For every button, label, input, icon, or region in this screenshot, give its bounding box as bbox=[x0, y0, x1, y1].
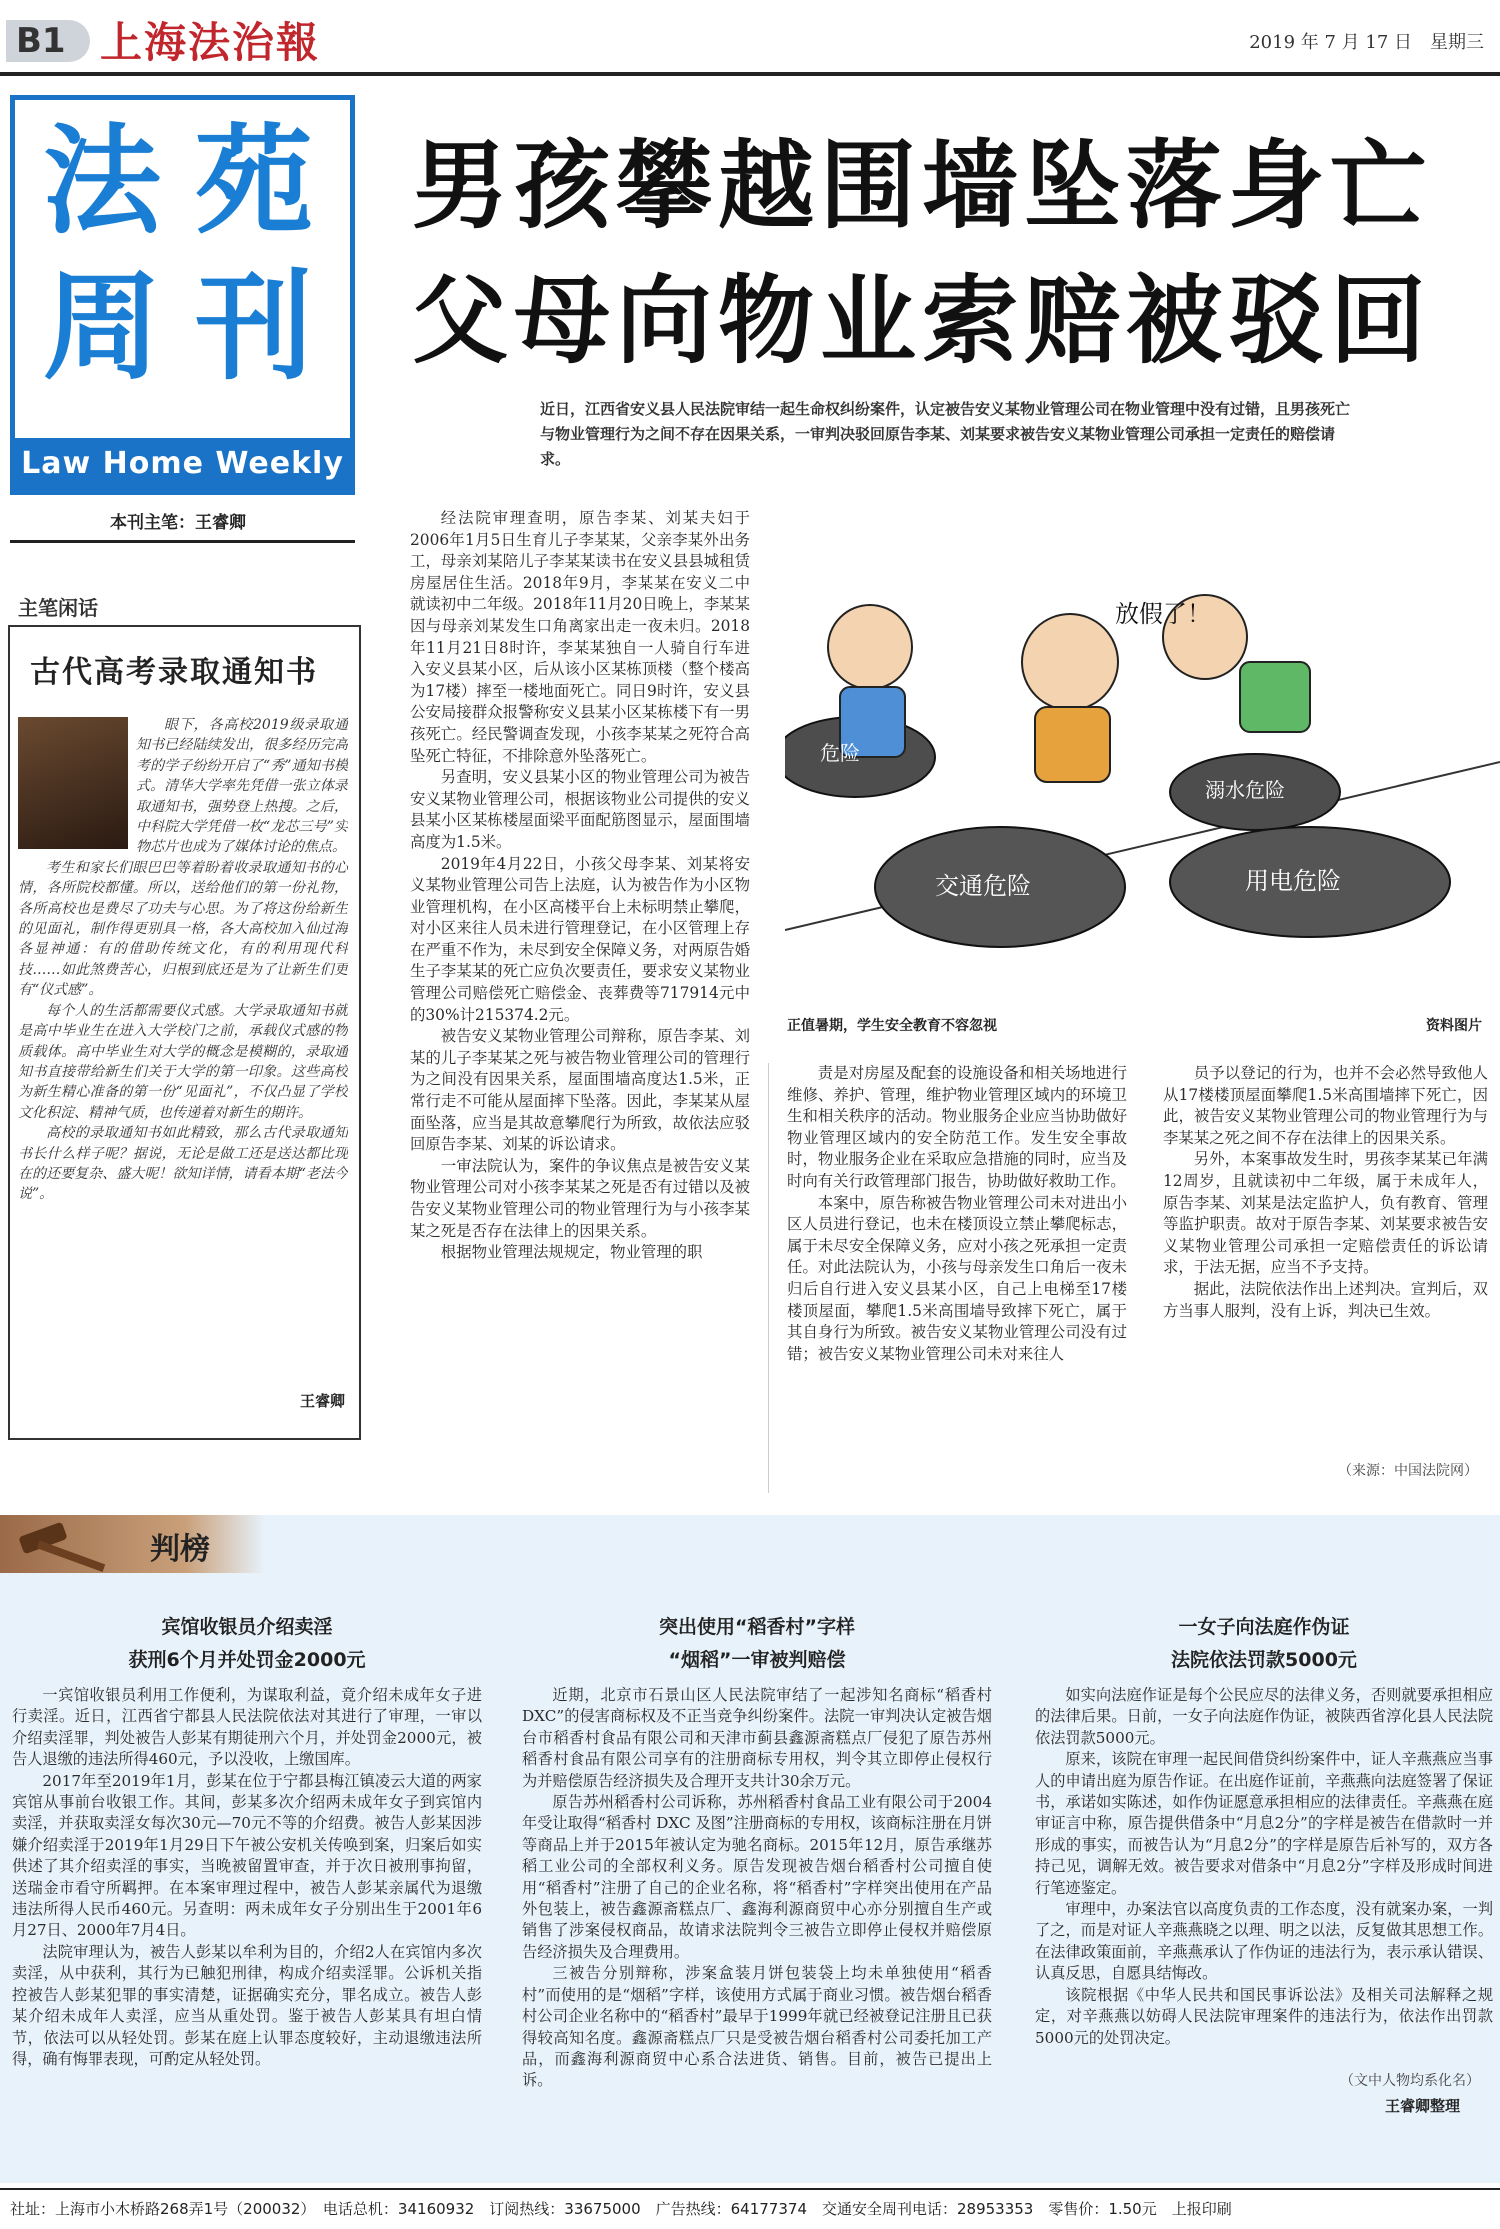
image-credit: 资料图片 bbox=[1426, 1018, 1482, 1034]
story-body bbox=[1035, 1685, 1493, 2065]
masthead-char: 法 bbox=[43, 112, 162, 250]
editor-note-title: 古代高考录取通知书 bbox=[30, 655, 318, 690]
page-number-badge: B1 bbox=[6, 20, 90, 62]
story-note: （文中人物均系化名） bbox=[1340, 2073, 1480, 2089]
headline-line-1: 男孩攀越围墙坠落身亡 bbox=[412, 130, 1432, 242]
article-paragraph: 一审法院认为，案件的争议焦点是被告安义某物业管理公司对小孩李某某之死是否有过错以及被告安义某物业管理公司的物业管理行为与小孩李某某之死是否存在法律上的因果关系。 bbox=[410, 1156, 750, 1240]
story-subtitle: “烟稻”一审被判赔偿 bbox=[668, 1649, 846, 1671]
article-paragraph: 本案中，原告称被告物业管理公司未对进出小区人员进行登记，也未在楼顶设立禁止攀爬标志，属于未尽安全保障义务，应对小孩之死承担一定责任。对此法院认为，小孩与母亲发生口角后一夜未归后自行进入安义县某小区，自己上电梯至17楼楼顶屋面，攀爬1.5米高围墙导致摔下死亡，属于其自身行为所致。被告安义某物业管理公司没有过错；被告安义某物业管理公司未对来往人 bbox=[787, 1193, 1127, 1363]
note-signature: 王睿卿 bbox=[300, 1392, 346, 1410]
article-paragraph: 2019年4月22日，小孩父母李某、刘某将安义某物业管理公司告上法庭，认为被告作为小区物业管理机构，在小区高楼平台上未标明禁止攀爬，对小区来往人员未进行管理登记，在小区管理上存在严重不作为，未尽到安全保障义务，对两原告婚生子李某某的死亡应负次要责任，要求安义某物业管理公司赔偿死亡赔偿金、丧葬费等717914元中的30%计215374.2元。 bbox=[410, 854, 750, 1024]
header-rule bbox=[0, 72, 1500, 76]
story-signature: 王睿卿整理 bbox=[1384, 2097, 1460, 2115]
article-source: （来源：中国法院网） bbox=[1338, 1463, 1478, 1479]
masthead-char: 刊 bbox=[195, 258, 314, 396]
article-paragraph: 另外，本案事故发生时，男孩李某某已年满12周岁，且就读初中二年级，属于未成年人，原告李某、刘某是法定监护人，负有教育、管理等监护职责。故对于原告李某、刘某要求被告安义某物业管理公司承担一定赔偿责任的诉讼请求，于法无据，应当不予支持。 bbox=[1163, 1150, 1488, 1277]
article-paragraph: 员予以登记的行为，也并不会必然导致他人从17楼楼顶屋面攀爬1.5米高围墙摔下死亡，因此，被告安义某物业管理公司的物业管理行为与李某某之死之间不存在法律上的因果关系。 bbox=[1163, 1064, 1488, 1147]
story-body bbox=[12, 1685, 482, 2165]
masthead-char: 周 bbox=[43, 258, 162, 396]
cartoon-drawing bbox=[785, 582, 1500, 1010]
article-paragraph: 据此，法院依法作出上述判决。宣判后，双方当事人服判，没有上诉，判决已生效。 bbox=[1163, 1279, 1488, 1320]
article-paragraph: 根据物业管理法规规定，物业管理的职 bbox=[440, 1243, 703, 1262]
boy-head bbox=[1022, 614, 1118, 710]
story-paragraph: 该院根据《中华人民共和国民事诉讼法》及相关司法解释之规定，对辛燕燕以妨碍人民法院审理案件的违法行为，依法作出罚款5000元的处罚决定。 bbox=[1035, 1985, 1493, 2047]
hole-sign: 用电危险 bbox=[1245, 867, 1341, 895]
speech-text: 放假了！ bbox=[1115, 600, 1211, 628]
story-paragraph: 审理中，办案法官以高度负责的工作态度，没有就案办案，一判了之，而是对证人辛燕燕晓之以理、明之以法，反复做其思想工作。在法律政策面前，辛燕燕承认了作伪证的违法行为，表示承认错误、认真反思，自愿具结悔改。 bbox=[1035, 1900, 1493, 1983]
article-paragraph: 另查明，安义县某小区的物业管理公司为被告安义某物业管理公司，根据该物业公司提供的安义县某小区某栋楼屋面梁平面配筋图显示，屋面围墙高度为1.5米。 bbox=[410, 768, 750, 851]
article-column-3 bbox=[1163, 1063, 1488, 1458]
article-column-2 bbox=[787, 1063, 1127, 1493]
section-masthead bbox=[10, 95, 355, 495]
column-tag: 主笔闲话 bbox=[18, 596, 98, 620]
newspaper-name: 上海法治報 bbox=[100, 18, 321, 67]
column-divider bbox=[768, 1063, 769, 1493]
story-paragraph: 原来，该院在审理一起民间借贷纠纷案件中，证人辛燕燕应当事人的申请出庭为原告作证。在出庭作证前，辛燕燕向法庭签署了保证书，承诺如实陈述，如作伪证愿意承担相应的法律责任。辛燕燕在庭审证言中称，原告提供借条中“月息2分”的字样是被告在借款时一并形成的事实，而被告认为“月息2分”的字样是原告后补写的，双方各持己见，调解无效。被告要求对借条中“月息2分”字样及形成时间进行笔迹鉴定。 bbox=[1035, 1750, 1493, 1897]
hole-sign: 交通危险 bbox=[935, 872, 1031, 900]
article-paragraph: 责是对房屋及配套的设施设备和相关场地进行维修、养护、管理，维护物业管理区域内的环境卫生和相关秩序的活动。物业服务企业应当协助做好物业管理区域内的安全防范工作。发生安全事故时，物业服务企业在采取应急措施的同时，应当及时向有关行政管理部门报告，协助做好救助工作。 bbox=[787, 1064, 1127, 1190]
photo-spacer bbox=[18, 715, 136, 850]
footer-rule bbox=[0, 2188, 1500, 2190]
story-body bbox=[522, 1685, 992, 2165]
article-lead: 近日，江西省安义县人民法院审结一起生命权纠纷案件，认定被告安义某物业管理公司在物业管理中没有过错，且男孩死亡与物业管理行为之间不存在因果关系，一审判决驳回原告李某、刘某要求被告安义某物业管理公司承担一定责任的赔偿请求。 bbox=[540, 400, 1351, 468]
section-title: 判榜 bbox=[150, 1532, 210, 1567]
story-paragraph: 原告苏州稻香村公司诉称，苏州稻香村食品工业有限公司于2004年受让取得“稻香村 DXC 及图”注册商标的专用权，该商标注册在月饼等商品上并于2015年被认定为驰名商标。2015年12月，原告承继苏稻工业公司的全部权利义务。原告发现被告烟台稻香村公司擅自使用“稻香村”注册了自己的企业名称，将“稻香村”字样突出使用在产品外包装上，被告鑫源斋糕点厂、鑫海利源商贸中心亦分别擅自生产或销售了涉案侵权商品，故请求法院判令三被告立即停止侵权并赔偿原告经济损失及合理费用。 bbox=[522, 1793, 992, 1961]
story-title: 一女子向法庭作伪证 bbox=[1178, 1616, 1350, 1638]
gavel-icon bbox=[0, 1515, 120, 1573]
note-paragraph: 眼下，各高校2019级录取通知书已经陆续发出，很多经历完高考的学子纷纷开启了“秀”通知书模式。清华大学率先凭借一张立体录取通知书，强势登上热搜。之后，中科院大学凭借一枚“龙芯三号”实物芯片也成为了媒体讨论的焦点。 bbox=[136, 717, 348, 856]
boy-body bbox=[1240, 662, 1310, 732]
story-title: 突出使用“稻香村”字样 bbox=[659, 1616, 855, 1638]
headline-line-2: 父母向物业索赔被驳回 bbox=[412, 265, 1432, 377]
note-paragraph: 高校的录取通知书如此精致，那么古代录取通知书长什么样子呢？据说，无论是做工还是送达都比现在的还要复杂、盛大呢！欲知详情，请看本期“老法今说”。 bbox=[18, 1125, 348, 1203]
hole-sign: 溺水危险 bbox=[1205, 778, 1285, 802]
note-paragraph: 每个人的生活都需要仪式感。大学录取通知书就是高中毕业生在进入大学校门之前，承载仪式感的物质载体。高中毕业生对大学的概念是模糊的，录取通知书直接带给新生们关于大学的第一印象。这些高校为新生精心准备的第一份“见面礼”，不仅凸显了学校文化积淀、精神气质，也传递着对新生的期许。 bbox=[18, 1002, 348, 1121]
story-paragraph: 近期，北京市石景山区人民法院审结了一起涉知名商标“稻香村 DXC”的侵害商标权及不正当竞争纠纷案件。法院一审判决认定被告烟台市稻香村食品有限公司和天津市蓟县鑫源斋糕点厂侵犯了原告苏州稻香村食品有限公司享有的注册商标专用权，判令其立即停止侵权行为并赔偿原告经济损失及合理开支共计30余万元。 bbox=[522, 1686, 992, 1790]
story-paragraph: 如实向法庭作证是每个公民应尽的法律义务，否则就要承担相应的法律后果。日前，一女子向法庭作伪证，被陕西省淳化县人民法院依法罚款5000元。 bbox=[1035, 1686, 1493, 1747]
article-paragraph: 经法院审理查明，原告李某、刘某夫妇于2006年1月5日生育儿子李某某，父亲李某外出务工，母亲刘某陪儿子李某某读书在安义县县城租赁房屋居住生活。2018年9月，李某某在安义二中就读初中二年级。2018年11月20日晚上，李某某因与母亲刘某发生口角离家出走一夜未归。2018年11月21日8时许，李某某独自一人骑自行车进入安义县某小区，后从该小区某栋顶楼（整个楼高为17楼）摔至一楼地面死亡。同日9时许，安义县公安局接群众报警称安义县某小区某栋楼下有一男孩死亡。经民警调查发现，小孩李某某之死符合高坠死亡特征，不排除意外坠落死亡。 bbox=[410, 509, 750, 765]
chief-editor-line: 本刊主笔：王睿卿 bbox=[110, 513, 246, 533]
note-paragraph: 考生和家长们眼巴巴等着盼着收录取通知书的心情，各所院校都懂。所以，送给他们的第一份礼物，各所高校也是费尽了功夫与心思。为了将这份给新生的见面礼，制作得更别具一格，各大高校加入仙过海各显神通：有的借助传统文化，有的利用现代科技……如此煞费苦心，归根到底还是为了让新生们更有“仪式感”。 bbox=[18, 859, 348, 999]
story-paragraph: 一宾馆收银员利用工作便利，为谋取利益，竟介绍未成年女子进行卖淫。近日，江西省宁都县人民法院依法对其进行了审理，一审以介绍卖淫罪，判处被告人彭某有期徒刑六个月，并处罚金2000元，被告人退缴的违法所得460元，予以没收，上缴国库。 bbox=[12, 1686, 482, 1769]
story-subtitle: 获刑6个月并处罚金2000元 bbox=[128, 1649, 366, 1671]
hole-sign: 危险 bbox=[820, 741, 860, 765]
footer-info: 社址：上海市小木桥路268弄1号（200032） 电话总机：34160932 订阅热线：33675000 广告热线：64177374 交通安全周刊电话：28953353 零售价：1.50元 上报印刷 bbox=[10, 2200, 1232, 2218]
cartoon-illustration bbox=[785, 582, 1500, 1010]
story-paragraph: 2017年至2019年1月，彭某在位于宁都县梅江镇凌云大道的两家宾馆从事前台收银工作。其间，彭某多次介绍两未成年女子到宾馆内卖淫，并获取卖淫女每次30元—70元不等的介绍费。被告人彭某因涉嫌介绍卖淫于2019年1月29日下午被公安机关传唤到案，归案后如实供述了其介绍卖淫的事实，当晚被留置审查，并于次日被刑事拘留，送瑞金市看守所羁押。在本案审理过程中，被告人彭某亲属代为退缴违法所得人民币460元。另查明：两未成年女子分别出生于2001年6月27日、2000年7月4日。 bbox=[12, 1771, 482, 1940]
gavel-banner bbox=[0, 1515, 265, 1573]
article-column-1 bbox=[410, 508, 750, 1490]
masthead-rule bbox=[10, 540, 355, 543]
masthead-char: 苑 bbox=[195, 112, 314, 250]
masthead-english: Law Home Weekly bbox=[15, 438, 350, 490]
issue-date: 2019 年 7 月 17 日 星期三 bbox=[1249, 32, 1484, 53]
story-title: 宾馆收银员介绍卖淫 bbox=[161, 1616, 333, 1638]
image-caption: 正值暑期，学生安全教育不容忽视 bbox=[787, 1018, 997, 1034]
boy-head bbox=[828, 605, 912, 689]
article-paragraph: 被告安义某物业管理公司辩称，原告李某、刘某的儿子李某某之死与被告物业管理公司的管理行为之间没有因果关系，屋面围墙高度达1.5米，正常行走不可能从屋面摔下坠落。因此，李某某从屋面坠落，应当是其故意攀爬行为所致，故依法应驳回原告李某、刘某的诉讼请求。 bbox=[410, 1027, 750, 1154]
boy-body bbox=[1035, 707, 1110, 782]
editor-note-body bbox=[18, 715, 348, 1405]
story-subtitle: 法院依法罚款5000元 bbox=[1171, 1649, 1357, 1671]
story-paragraph: 三被告分别辩称，涉案盒装月饼包装袋上均未单独使用“稻香村”而使用的是“烟稻”字样，该使用方式属于商业习惯。被告烟台稻香村公司企业名称中的“稻香村”最早于1999年就已经被登记注册且已获得较高知名度。鑫源斋糕点厂只是受被告烟台稻香村公司委托加工产品，而鑫海利源商贸中心系合法进货、销售。目前，被告已提出上诉。 bbox=[522, 1964, 992, 2090]
story-paragraph: 法院审理认为，被告人彭某以牟利为目的，介绍2人在宾馆内多次卖淫，从中获利，其行为已触犯刑律，构成介绍卖淫罪。公诉机关指控被告人彭某犯罪的事实清楚，证据确实充分，罪名成立。被告人彭某介绍未成年人卖淫，应当从重处罚。鉴于被告人彭某具有坦白情节，依法可以从轻处罚。彭某在庭上认罪态度较好，主动退缴违法所得，确有悔罪表现，可酌定从轻处罚。 bbox=[12, 1942, 482, 2068]
